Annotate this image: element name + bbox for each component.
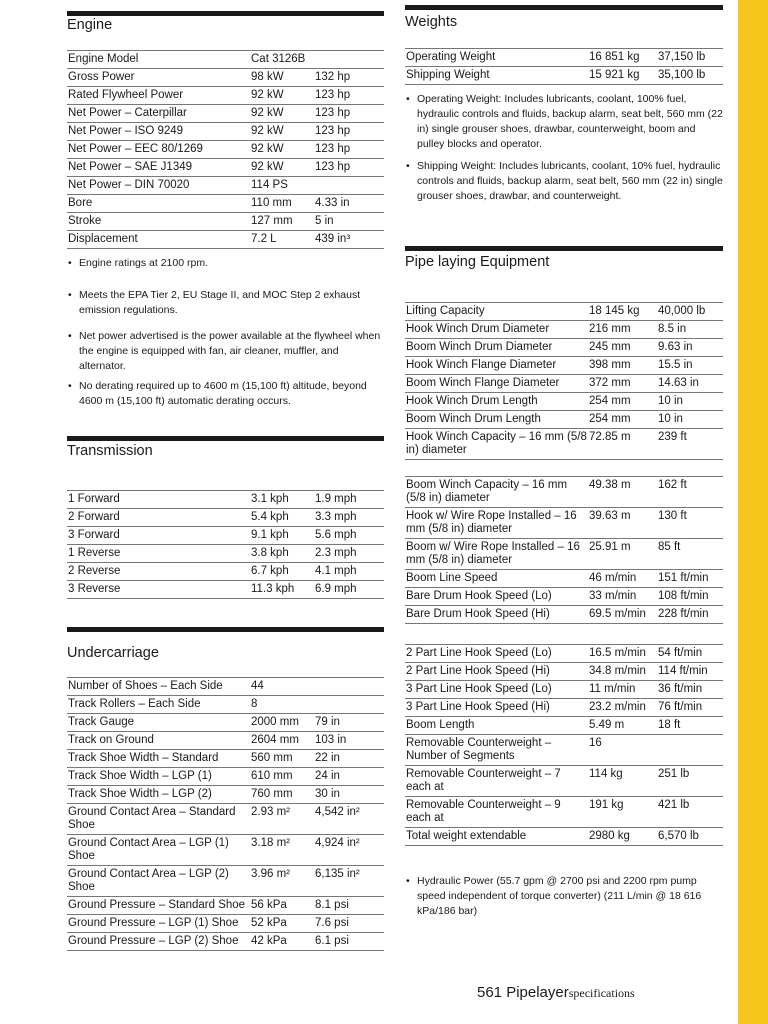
spec-value-imperial: 37,150 lb [657, 49, 723, 67]
undercarriage-table [67, 677, 384, 951]
table-row [67, 159, 384, 177]
note-text: Hydraulic Power (55.7 gpm @ 2700 psi and 2200 rpm pump speed independent of torque converter) (211 L/min @ 18 616 kPa/186 bar) [417, 875, 702, 917]
spec-value-imperial: 103 in [314, 732, 384, 750]
spec-value-imperial: 162 ft [657, 477, 723, 508]
table-row [67, 527, 384, 545]
spec-value-metric: 398 mm [588, 357, 657, 375]
spec-label: Track Rollers – Each Side [67, 696, 250, 714]
table-row [405, 699, 723, 717]
yellow-side-bar [738, 0, 768, 1024]
spec-value-metric: 16 851 kg [588, 49, 657, 67]
pipe-table-a [405, 302, 723, 460]
table-row [405, 606, 723, 624]
spec-label: Removable Counterweight – 9 each at [405, 797, 588, 828]
spec-value-metric: 18 145 kg [588, 303, 657, 321]
spec-label: 1 Reverse [67, 545, 250, 563]
spec-value-imperial: 1.9 mph [314, 491, 384, 509]
spec-label: 2 Reverse [67, 563, 250, 581]
table-row [405, 717, 723, 735]
spec-value-metric: 3.8 kph [250, 545, 314, 563]
spec-value-metric: 2604 mm [250, 732, 314, 750]
spec-label: Hook Winch Drum Diameter [405, 321, 588, 339]
note-item [405, 159, 723, 204]
spec-label: Boom w/ Wire Rope Installed – 16 mm (5/8 in) diameter [405, 539, 588, 570]
spec-label: Lifting Capacity [405, 303, 588, 321]
table-row [67, 491, 384, 509]
spec-value-metric: 254 mm [588, 411, 657, 429]
table-row [405, 357, 723, 375]
spec-value-metric: 98 kW [250, 69, 314, 87]
note-item [67, 329, 384, 374]
spec-label: Boom Winch Capacity – 16 mm (5/8 in) diameter [405, 477, 588, 508]
spec-label: Gross Power [67, 69, 250, 87]
spec-label: 2 Part Line Hook Speed (Lo) [405, 645, 588, 663]
table-row [67, 213, 384, 231]
spec-label: 3 Part Line Hook Speed (Lo) [405, 681, 588, 699]
spec-value-imperial: 132 hp [314, 69, 384, 87]
spec-value-metric: 92 kW [250, 141, 314, 159]
spec-value-metric: 52 kPa [250, 915, 314, 933]
spec-label: Net Power – DIN 70020 [67, 177, 250, 195]
spec-label: Removable Counterweight – Number of Segments [405, 735, 588, 766]
spec-value-imperial: 4,924 in² [314, 835, 384, 866]
spec-value-metric: 16.5 m/min [588, 645, 657, 663]
table-row [67, 835, 384, 866]
table-row [405, 411, 723, 429]
spec-value-imperial: 36 ft/min [657, 681, 723, 699]
spec-value-metric: 44 [250, 678, 314, 696]
spec-value-metric: 3.1 kph [250, 491, 314, 509]
spec-label: Net Power – ISO 9249 [67, 123, 250, 141]
table-row [67, 768, 384, 786]
spec-label: Bare Drum Hook Speed (Hi) [405, 606, 588, 624]
spec-value-metric: 33 m/min [588, 588, 657, 606]
table-row [67, 732, 384, 750]
spec-value-metric: 2980 kg [588, 828, 657, 846]
table-row [67, 69, 384, 87]
note-text: Net power advertised is the power available at the flywheel when the engine is equipped with fan, air cleaner, muffler, and alternator. [79, 330, 381, 372]
spec-label: Ground Pressure – LGP (2) Shoe [67, 933, 250, 951]
spec-value-imperial: 6,570 lb [657, 828, 723, 846]
spec-value-imperial: 18 ft [657, 717, 723, 735]
spec-value-metric: 3.96 m² [250, 866, 314, 897]
spec-label: Net Power – Caterpillar [67, 105, 250, 123]
spec-value-metric: 7.2 L [250, 231, 314, 249]
spec-label: Hook w/ Wire Rope Installed – 16 mm (5/8 in) diameter [405, 508, 588, 539]
spec-value-imperial: 123 hp [314, 159, 384, 177]
table-row [405, 539, 723, 570]
spec-value-metric: Cat 3126B [250, 51, 314, 69]
spec-value-imperial: 228 ft/min [657, 606, 723, 624]
note-text: Operating Weight: Includes lubricants, coolant, 100% fuel, hydraulic controls and fluids, backup alarm, seat belt, 560 mm (22 in) single grouser shoes, drawbar, counterweight, boom and pulley blocks and operator. [417, 93, 723, 150]
spec-label: Hook Winch Capacity – 16 mm (5/8 in) diameter [405, 429, 588, 460]
spec-value-imperial [314, 51, 384, 69]
spec-value-metric: 9.1 kph [250, 527, 314, 545]
footer [477, 984, 635, 1001]
spec-label: Boom Winch Flange Diameter [405, 375, 588, 393]
spec-value-metric: 34.8 m/min [588, 663, 657, 681]
spec-label: Track Shoe Width – LGP (1) [67, 768, 250, 786]
spec-value-metric: 42 kPa [250, 933, 314, 951]
spec-value-metric: 110 mm [250, 195, 314, 213]
table-row [67, 696, 384, 714]
spec-label: 3 Part Line Hook Speed (Hi) [405, 699, 588, 717]
note-item [405, 874, 723, 919]
spec-value-imperial: 14.63 in [657, 375, 723, 393]
spec-value-imperial: 24 in [314, 768, 384, 786]
note-item [67, 256, 384, 271]
pipe-section [405, 246, 723, 917]
table-row [405, 766, 723, 797]
spec-value-metric: 560 mm [250, 750, 314, 768]
section-title: Transmission [67, 443, 153, 459]
spec-label: Rated Flywheel Power [67, 87, 250, 105]
spec-value-imperial: 8.5 in [657, 321, 723, 339]
table-row [67, 105, 384, 123]
transmission-section [67, 436, 384, 595]
note-text: Shipping Weight: Includes lubricants, coolant, 10% fuel, hydraulic controls and fluids, backup alarm, seat belt, 560 mm (22 in) single grouser shoes, drawbar, and counterweight. [417, 160, 723, 202]
spec-value-metric: 2.93 m² [250, 804, 314, 835]
section-rule [67, 627, 384, 632]
spec-value-imperial: 40,000 lb [657, 303, 723, 321]
spec-value-imperial: 7.6 psi [314, 915, 384, 933]
spec-value-metric: 3.18 m² [250, 835, 314, 866]
table-row [405, 429, 723, 460]
table-row [67, 804, 384, 835]
spec-value-metric: 5.4 kph [250, 509, 314, 527]
spec-value-imperial: 251 lb [657, 766, 723, 797]
table-row [405, 339, 723, 357]
spec-value-metric: 39.63 m [588, 508, 657, 539]
spec-label: Ground Pressure – LGP (1) Shoe [67, 915, 250, 933]
spec-value-imperial: 421 lb [657, 797, 723, 828]
spec-value-imperial: 10 in [657, 411, 723, 429]
table-row [405, 67, 723, 85]
spec-value-metric: 372 mm [588, 375, 657, 393]
table-row [405, 588, 723, 606]
spec-value-metric: 114 kg [588, 766, 657, 797]
spec-value-imperial: 10 in [657, 393, 723, 411]
spec-value-metric: 92 kW [250, 105, 314, 123]
spec-value-metric: 23.2 m/min [588, 699, 657, 717]
spec-value-imperial: 2.3 mph [314, 545, 384, 563]
table-row [405, 375, 723, 393]
spec-value-metric: 610 mm [250, 768, 314, 786]
spec-label: Stroke [67, 213, 250, 231]
spec-label: 2 Part Line Hook Speed (Hi) [405, 663, 588, 681]
spec-label: 1 Forward [67, 491, 250, 509]
spec-value-metric: 92 kW [250, 87, 314, 105]
table-row [405, 321, 723, 339]
bullet-icon: • [68, 257, 72, 269]
table-row [405, 797, 723, 828]
spec-value-imperial: 123 hp [314, 123, 384, 141]
bullet-icon: • [406, 160, 410, 172]
spec-value-metric: 5.49 m [588, 717, 657, 735]
note-item [67, 379, 384, 409]
table-row [67, 714, 384, 732]
section-title: Undercarriage [67, 645, 159, 661]
table-row [405, 477, 723, 508]
table-row [405, 393, 723, 411]
spec-value-imperial [314, 177, 384, 195]
spec-value-imperial: 4.1 mph [314, 563, 384, 581]
table-row [405, 663, 723, 681]
section-title: Pipe laying Equipment [405, 254, 550, 270]
table-row [67, 545, 384, 563]
table-row [405, 570, 723, 588]
table-row [405, 681, 723, 699]
spec-value-metric: 191 kg [588, 797, 657, 828]
spec-label: Bare Drum Hook Speed (Lo) [405, 588, 588, 606]
engine-section [67, 11, 384, 407]
spec-value-imperial: 3.3 mph [314, 509, 384, 527]
section-rule [67, 11, 384, 16]
bullet-icon: • [68, 289, 72, 301]
footer-model: 561 Pipelayer [477, 984, 569, 1001]
footer-label: specifications [568, 986, 635, 1000]
table-row [67, 897, 384, 915]
spec-value-imperial: 123 hp [314, 87, 384, 105]
spec-value-imperial: 4,542 in² [314, 804, 384, 835]
spec-label: 3 Reverse [67, 581, 250, 599]
spec-label: Track Gauge [67, 714, 250, 732]
section-title: Weights [405, 14, 458, 30]
table-row [405, 49, 723, 67]
spec-label: Boom Winch Drum Diameter [405, 339, 588, 357]
note-item [405, 92, 723, 152]
weights-table [405, 48, 723, 85]
spec-label: Boom Line Speed [405, 570, 588, 588]
spec-value-metric: 15 921 kg [588, 67, 657, 85]
note-item [67, 288, 384, 318]
spec-value-imperial: 9.63 in [657, 339, 723, 357]
spec-value-metric: 92 kW [250, 159, 314, 177]
spec-value-imperial: 130 ft [657, 508, 723, 539]
spec-value-imperial: 79 in [314, 714, 384, 732]
spec-label: 2 Forward [67, 509, 250, 527]
table-row [67, 509, 384, 527]
spec-label: Operating Weight [405, 49, 588, 67]
spec-value-metric: 49.38 m [588, 477, 657, 508]
spec-value-metric: 92 kW [250, 123, 314, 141]
bullet-icon: • [406, 875, 410, 887]
table-row [67, 195, 384, 213]
undercarriage-section [67, 627, 384, 947]
table-row [67, 581, 384, 599]
spec-value-metric: 114 PS [250, 177, 314, 195]
spec-value-imperial: 108 ft/min [657, 588, 723, 606]
table-row [67, 786, 384, 804]
spec-value-metric: 6.7 kph [250, 563, 314, 581]
table-row [67, 177, 384, 195]
spec-value-imperial: 4.33 in [314, 195, 384, 213]
table-row [405, 508, 723, 539]
bullet-icon: • [406, 93, 410, 105]
spec-value-imperial: 151 ft/min [657, 570, 723, 588]
spec-label: Ground Contact Area – LGP (2) Shoe [67, 866, 250, 897]
spec-label: Ground Pressure – Standard Shoe [67, 897, 250, 915]
spec-value-imperial [657, 735, 723, 766]
spec-label: Track on Ground [67, 732, 250, 750]
section-rule [67, 436, 384, 441]
table-row [67, 563, 384, 581]
spec-value-metric: 11.3 kph [250, 581, 314, 599]
spec-value-imperial: 6,135 in² [314, 866, 384, 897]
spec-value-metric: 69.5 m/min [588, 606, 657, 624]
note-text: Meets the EPA Tier 2, EU Stage II, and MOC Step 2 exhaust emission regulations. [79, 289, 361, 316]
spec-label: Removable Counterweight – 7 each at [405, 766, 588, 797]
spec-value-imperial: 6.1 psi [314, 933, 384, 951]
spec-value-metric: 127 mm [250, 213, 314, 231]
spec-value-metric: 11 m/min [588, 681, 657, 699]
spec-label: Hook Winch Drum Length [405, 393, 588, 411]
table-row [67, 933, 384, 951]
spec-label: Hook Winch Flange Diameter [405, 357, 588, 375]
note-text: Engine ratings at 2100 rpm. [79, 257, 208, 269]
spec-value-metric: 46 m/min [588, 570, 657, 588]
table-row [67, 750, 384, 768]
spec-label: Boom Winch Drum Length [405, 411, 588, 429]
spec-label: Total weight extendable [405, 828, 588, 846]
spec-value-metric: 760 mm [250, 786, 314, 804]
spec-value-imperial: 54 ft/min [657, 645, 723, 663]
spec-value-imperial: 439 in³ [314, 231, 384, 249]
table-row [67, 915, 384, 933]
spec-value-imperial: 8.1 psi [314, 897, 384, 915]
table-row [67, 51, 384, 69]
engine-table [67, 50, 384, 249]
table-row [67, 87, 384, 105]
spec-value-metric: 2000 mm [250, 714, 314, 732]
table-row [67, 231, 384, 249]
spec-value-imperial [314, 696, 384, 714]
spec-value-imperial: 123 hp [314, 141, 384, 159]
spec-label: Net Power – SAE J1349 [67, 159, 250, 177]
weights-section [405, 5, 723, 202]
table-row [405, 735, 723, 766]
spec-value-metric: 25.91 m [588, 539, 657, 570]
table-row [67, 678, 384, 696]
section-rule [405, 246, 723, 251]
table-row [405, 828, 723, 846]
spec-value-imperial: 5 in [314, 213, 384, 231]
spec-value-imperial [314, 678, 384, 696]
spec-value-metric: 245 mm [588, 339, 657, 357]
spec-value-imperial: 239 ft [657, 429, 723, 460]
spec-label: Engine Model [67, 51, 250, 69]
bullet-icon: • [68, 380, 72, 392]
pipe-table-c [405, 644, 723, 846]
spec-label: 3 Forward [67, 527, 250, 545]
transmission-table [67, 490, 384, 599]
spec-value-metric: 16 [588, 735, 657, 766]
pipe-table-b [405, 476, 723, 624]
spec-label: Ground Contact Area – LGP (1) Shoe [67, 835, 250, 866]
spec-value-imperial: 76 ft/min [657, 699, 723, 717]
spec-value-imperial: 6.9 mph [314, 581, 384, 599]
section-rule [405, 5, 723, 10]
spec-value-imperial: 85 ft [657, 539, 723, 570]
table-row [405, 645, 723, 663]
spec-label: Bore [67, 195, 250, 213]
spec-value-metric: 56 kPa [250, 897, 314, 915]
spec-value-imperial: 114 ft/min [657, 663, 723, 681]
table-row [67, 866, 384, 897]
spec-value-metric: 216 mm [588, 321, 657, 339]
spec-label: Ground Contact Area – Standard Shoe [67, 804, 250, 835]
spec-value-imperial: 22 in [314, 750, 384, 768]
spec-label: Track Shoe Width – Standard [67, 750, 250, 768]
table-row [67, 123, 384, 141]
section-title: Engine [67, 17, 113, 33]
spec-value-metric: 8 [250, 696, 314, 714]
spec-value-imperial: 35,100 lb [657, 67, 723, 85]
spec-value-imperial: 15.5 in [657, 357, 723, 375]
table-row [405, 303, 723, 321]
spec-value-imperial: 30 in [314, 786, 384, 804]
spec-value-imperial: 5.6 mph [314, 527, 384, 545]
spec-value-metric: 72.85 m [588, 429, 657, 460]
spec-label: Shipping Weight [405, 67, 588, 85]
spec-value-imperial: 123 hp [314, 105, 384, 123]
spec-label: Net Power – EEC 80/1269 [67, 141, 250, 159]
spec-label: Boom Length [405, 717, 588, 735]
spec-label: Number of Shoes – Each Side [67, 678, 250, 696]
bullet-icon: • [68, 330, 72, 342]
note-text: No derating required up to 4600 m (15,100 ft) altitude, beyond 4600 m (15,100 ft) automatic derating occurs. [79, 380, 367, 407]
table-row [67, 141, 384, 159]
spec-value-metric: 254 mm [588, 393, 657, 411]
spec-label: Displacement [67, 231, 250, 249]
spec-label: Track Shoe Width – LGP (2) [67, 786, 250, 804]
